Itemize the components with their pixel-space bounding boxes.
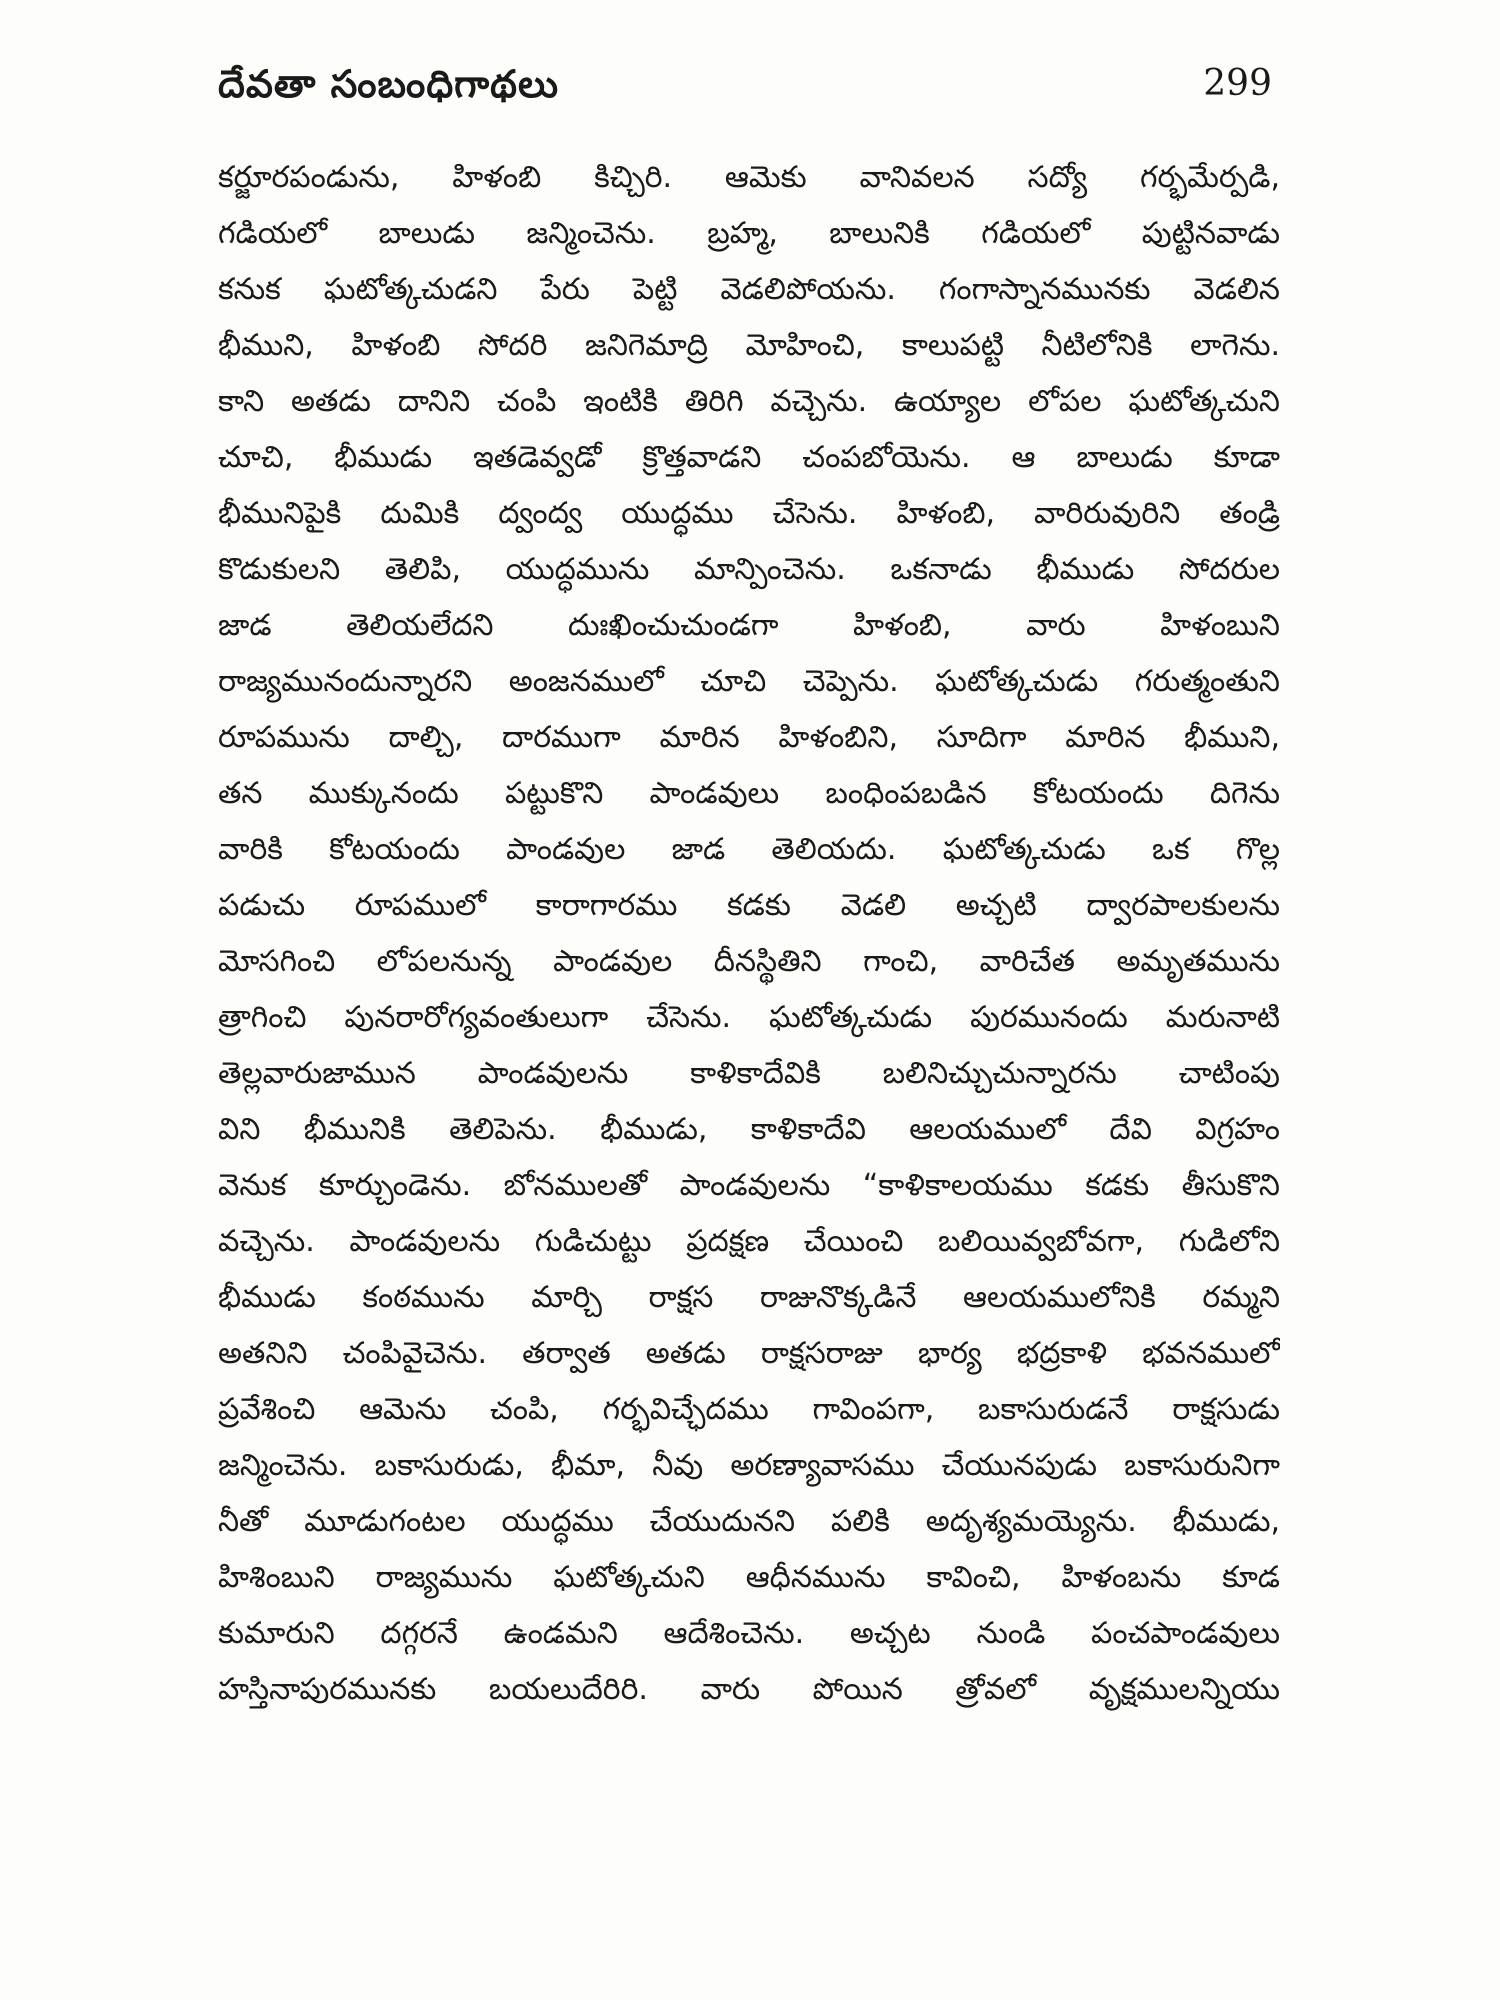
text-line: అతనిని చంపివైచెను. తర్వాత అతడు రాక్షసరాజు భార్య భద్రకాళి భవనములో	[218, 1336, 1280, 1371]
text-line: విని భీమునికి తెలిపెను. భీముడు, కాళికాదేవి ఆలయములో దేవి విగ్రహం	[218, 1112, 1280, 1147]
page-number: 299	[1203, 63, 1272, 104]
text-line: రూపమును దాల్చి, దారముగా మారిన హిళంబిని, సూదిగా మారిన భీముని,	[218, 720, 1280, 755]
text-line: జాడ తెలియలేదని దుఃఖించుచుండగా హిళంబి, వారు హిళంబుని	[218, 608, 1280, 643]
text-line: ప్రవేశించి ఆమెను చంపి, గర్భవిచ్ఛేదము గావింపగా, బకాసురుడనే రాక్షసుడు	[218, 1392, 1280, 1427]
text-line: తన ముక్కునందు పట్టుకొని పాండవులు బంధింపబడిన కోటయందు దిగెను	[218, 776, 1280, 811]
text-line: రాజ్యమునందున్నారని అంజనములో చూచి చెప్పెను. ఘటోత్కచుడు గరుత్మంతుని	[218, 664, 1280, 699]
text-line: భీముని, హిళంబి సోదరి జనిగెమాద్రి మోహించి, కాలుపట్టి నీటిలోనికి లాగెను.	[218, 328, 1280, 363]
text-line: వెనుక కూర్చుండెను. బోనములతో పాండవులను “కాళికాలయము కడకు తీసుకొని	[218, 1168, 1280, 1203]
text-line: త్రాగించి పునరారోగ్యవంతులుగా చేసెను. ఘటోత్కచుడు పురమునందు మరునాటి	[218, 1000, 1280, 1035]
text-line: భీముడు కంఠమును మార్చి రాక్షస రాజునొక్కడినే ఆలయములోనికి రమ్మని	[218, 1280, 1280, 1315]
text-line: కర్జూరపండును, హిళంబి కిచ్చిరి. ఆమెకు వానివలన సద్యో గర్భమేర్పడి,	[218, 160, 1280, 195]
text-line: వారికి కోటయందు పాండవుల జాడ తెలియదు. ఘటోత్కచుడు ఒక గొల్ల	[218, 832, 1280, 867]
text-line: కుమారుని దగ్గరనే ఉండమని ఆదేశించెను. అచ్చట నుండి పంచపాండవులు	[218, 1616, 1280, 1651]
text-line: హస్తినాపురమునకు బయలుదేరిరి. వారు పోయిన త్రోవలో వృక్షములన్నియు	[218, 1672, 1280, 1707]
text-line: మోసగించి లోపలనున్న పాండవుల దీనస్థితిని గాంచి, వారిచేత అమృతమును	[218, 944, 1280, 979]
text-line: జన్మించెను. బకాసురుడు, భీమా, నీవు అరణ్యావాసము చేయునపుడు బకాసురునిగా	[218, 1448, 1280, 1483]
text-line: హిశింబుని రాజ్యమును ఘటోత్కచుని ఆధీనమును కావించి, హిళంబను కూడ	[218, 1560, 1280, 1595]
text-line: తెల్లవారుజామున పాండవులను కాళికాదేవికి బలినిచ్చుచున్నారను చాటింపు	[218, 1056, 1280, 1091]
text-line: పడుచు రూపములో కారాగారము కడకు వెడలి అచ్చటి ద్వారపాలకులను	[218, 888, 1280, 923]
text-line: నీతో మూడుగంటల యుద్ధము చేయుదునని పలికి అదృశ్యమయ్యెను. భీముడు,	[218, 1504, 1280, 1539]
text-line: గడియలో బాలుడు జన్మించెను. బ్రహ్మ, బాలునికి గడియలో పుట్టినవాడు	[218, 216, 1280, 251]
text-line: వచ్చెను. పాండవులను గుడిచుట్టు ప్రదక్షణ చేయించి బలియివ్వబోవగా, గుడిలోని	[218, 1224, 1280, 1259]
text-line: కొడుకులని తెలిపి, యుద్ధమును మాన్పించెను. ఒకనాడు భీముడు సోదరుల	[218, 552, 1280, 587]
text-line: కనుక ఘటోత్కచుడని పేరు పెట్టి వెడలిపోయను. గంగాస్నానమునకు వెడలిన	[218, 272, 1280, 307]
text-line: కాని అతడు దానిని చంపి ఇంటికి తిరిగి వచ్చెను. ఉయ్యాల లోపల ఘటోత్కచుని	[218, 384, 1280, 419]
running-header	[218, 56, 1280, 116]
text-line: చూచి, భీముడు ఇతడెవ్వడో క్రొత్తవాడని చంపబోయెను. ఆ బాలుడు కూడా	[218, 440, 1280, 475]
body-text	[218, 150, 1280, 1718]
chapter-title: దేవతా సంబంధిగాథలు	[218, 62, 560, 106]
text-line: భీమునిపైకి దుమికి ద్వంద్వ యుద్ధము చేసెను. హిళంబి, వారిరువురిని తండ్రి	[218, 496, 1280, 531]
